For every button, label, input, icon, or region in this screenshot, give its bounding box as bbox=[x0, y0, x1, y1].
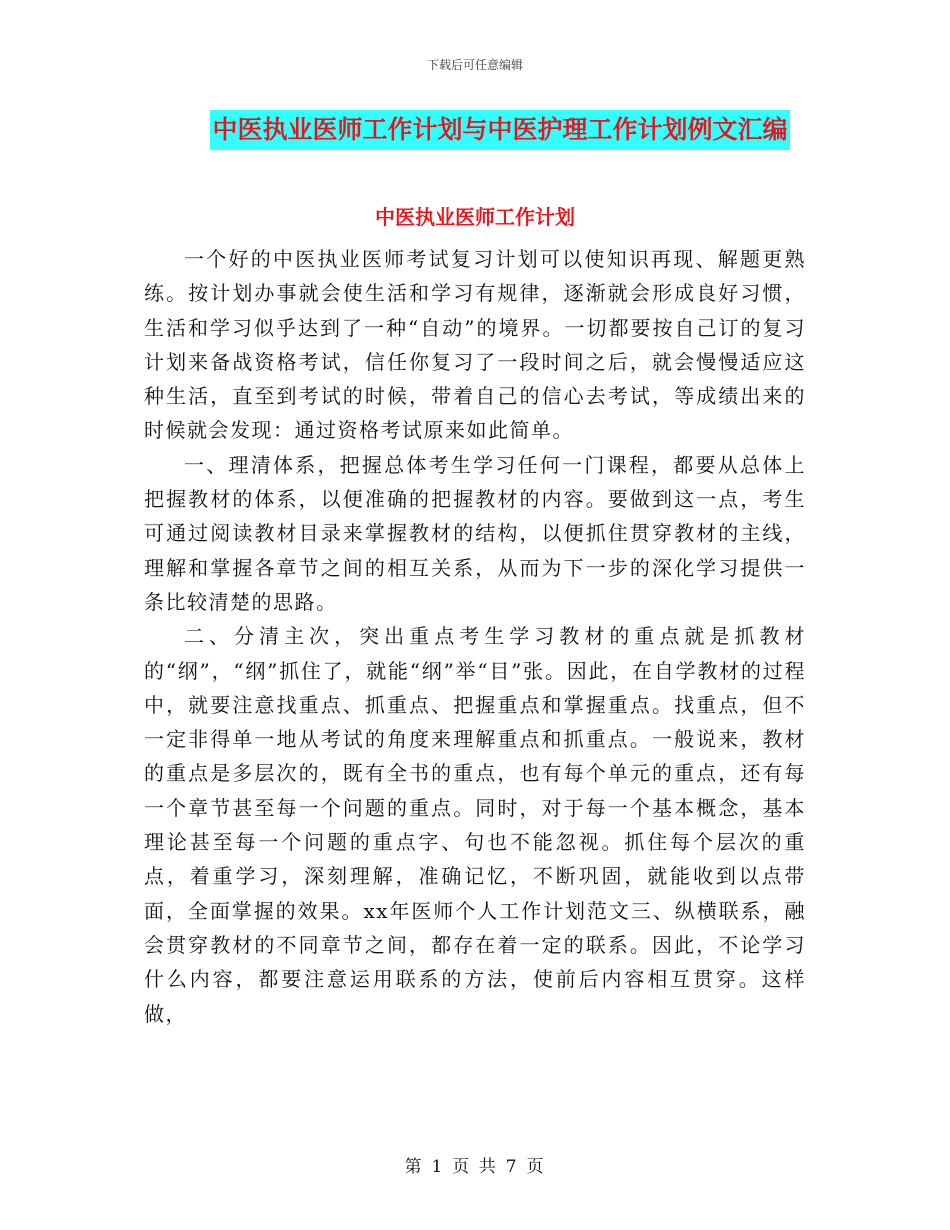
paragraph-point-one: 一、理清体系，把握总体考生学习任何一门课程，都要从总体上把握教材的体系，以便准确的把握教材的内容。要做到这一点，考生可通过阅读教材目录来掌握教材的结构，以便抓住贯穿教材的主线，理解和掌握各章节之间的相互关系，从而为下一步的深化学习提供一条比较清楚的思路。 bbox=[144, 452, 806, 614]
paragraph-intro: 一个好的中医执业医师考试复习计划可以使知识再现、解题更熟练。按计划办事就会使生活和学习有规律，逐渐就会形成良好习惯，生活和学习似乎达到了一种“自动”的境界。一切都要按自己订的复习计划来备战资格考试，信任你复习了一段时间之后，就会慢慢适应这种生活，直至到考试的时候，带着自己的信心去考试，等成绩出来的时候就会发现：通过资格考试原来如此简单。 bbox=[144, 247, 806, 443]
page-footer bbox=[0, 1152, 950, 1177]
footer-middle: 页 共 bbox=[452, 1157, 498, 1177]
footer-page-number: 1 bbox=[431, 1157, 445, 1177]
footer-prefix: 第 bbox=[404, 1157, 424, 1177]
main-title-wrap bbox=[0, 110, 950, 150]
section-title: 中医执业医师工作计划 bbox=[375, 205, 575, 229]
footer-total-pages: 7 bbox=[505, 1157, 519, 1177]
header-note: 下载后可任意编辑 bbox=[426, 58, 523, 72]
document-title: 中医执业医师工作计划与中医护理工作计划例文汇编 bbox=[210, 110, 789, 150]
footer-suffix: 页 bbox=[526, 1157, 546, 1177]
paragraph-point-two: 二、分清主次，突出重点考生学习教材的重点就是抓教材的“纲”，“纲”抓住了，就能“纲”举“目”张。因此，在自学教材的过程中，就要注意找重点、抓重点、把握重点和掌握重点。找重点，但不一定非得单一地从考试的角度来理解重点和抓重点。一般说来，教材的重点是多层次的，既有全书的重点，也有每个单元的重点，还有每一个章节甚至每一个问题的重点。同时，对于每一个基本概念，基本理论甚至每一个问题的重点字、句也不能忽视。抓住每个层次的重点，着重学习，深刻理解，准确记忆，不断巩固，就能收到以点带面，全面掌握的效果。xx年医师个人工作计划范文三、纵横联系，融会贯穿教材的不同章节之间，都存在着一定的联系。因此，不论学习什么内容，都要注意运用联系的方法，使前后内容相互贯穿。这样做， bbox=[144, 624, 806, 1026]
document-body bbox=[144, 242, 806, 1031]
